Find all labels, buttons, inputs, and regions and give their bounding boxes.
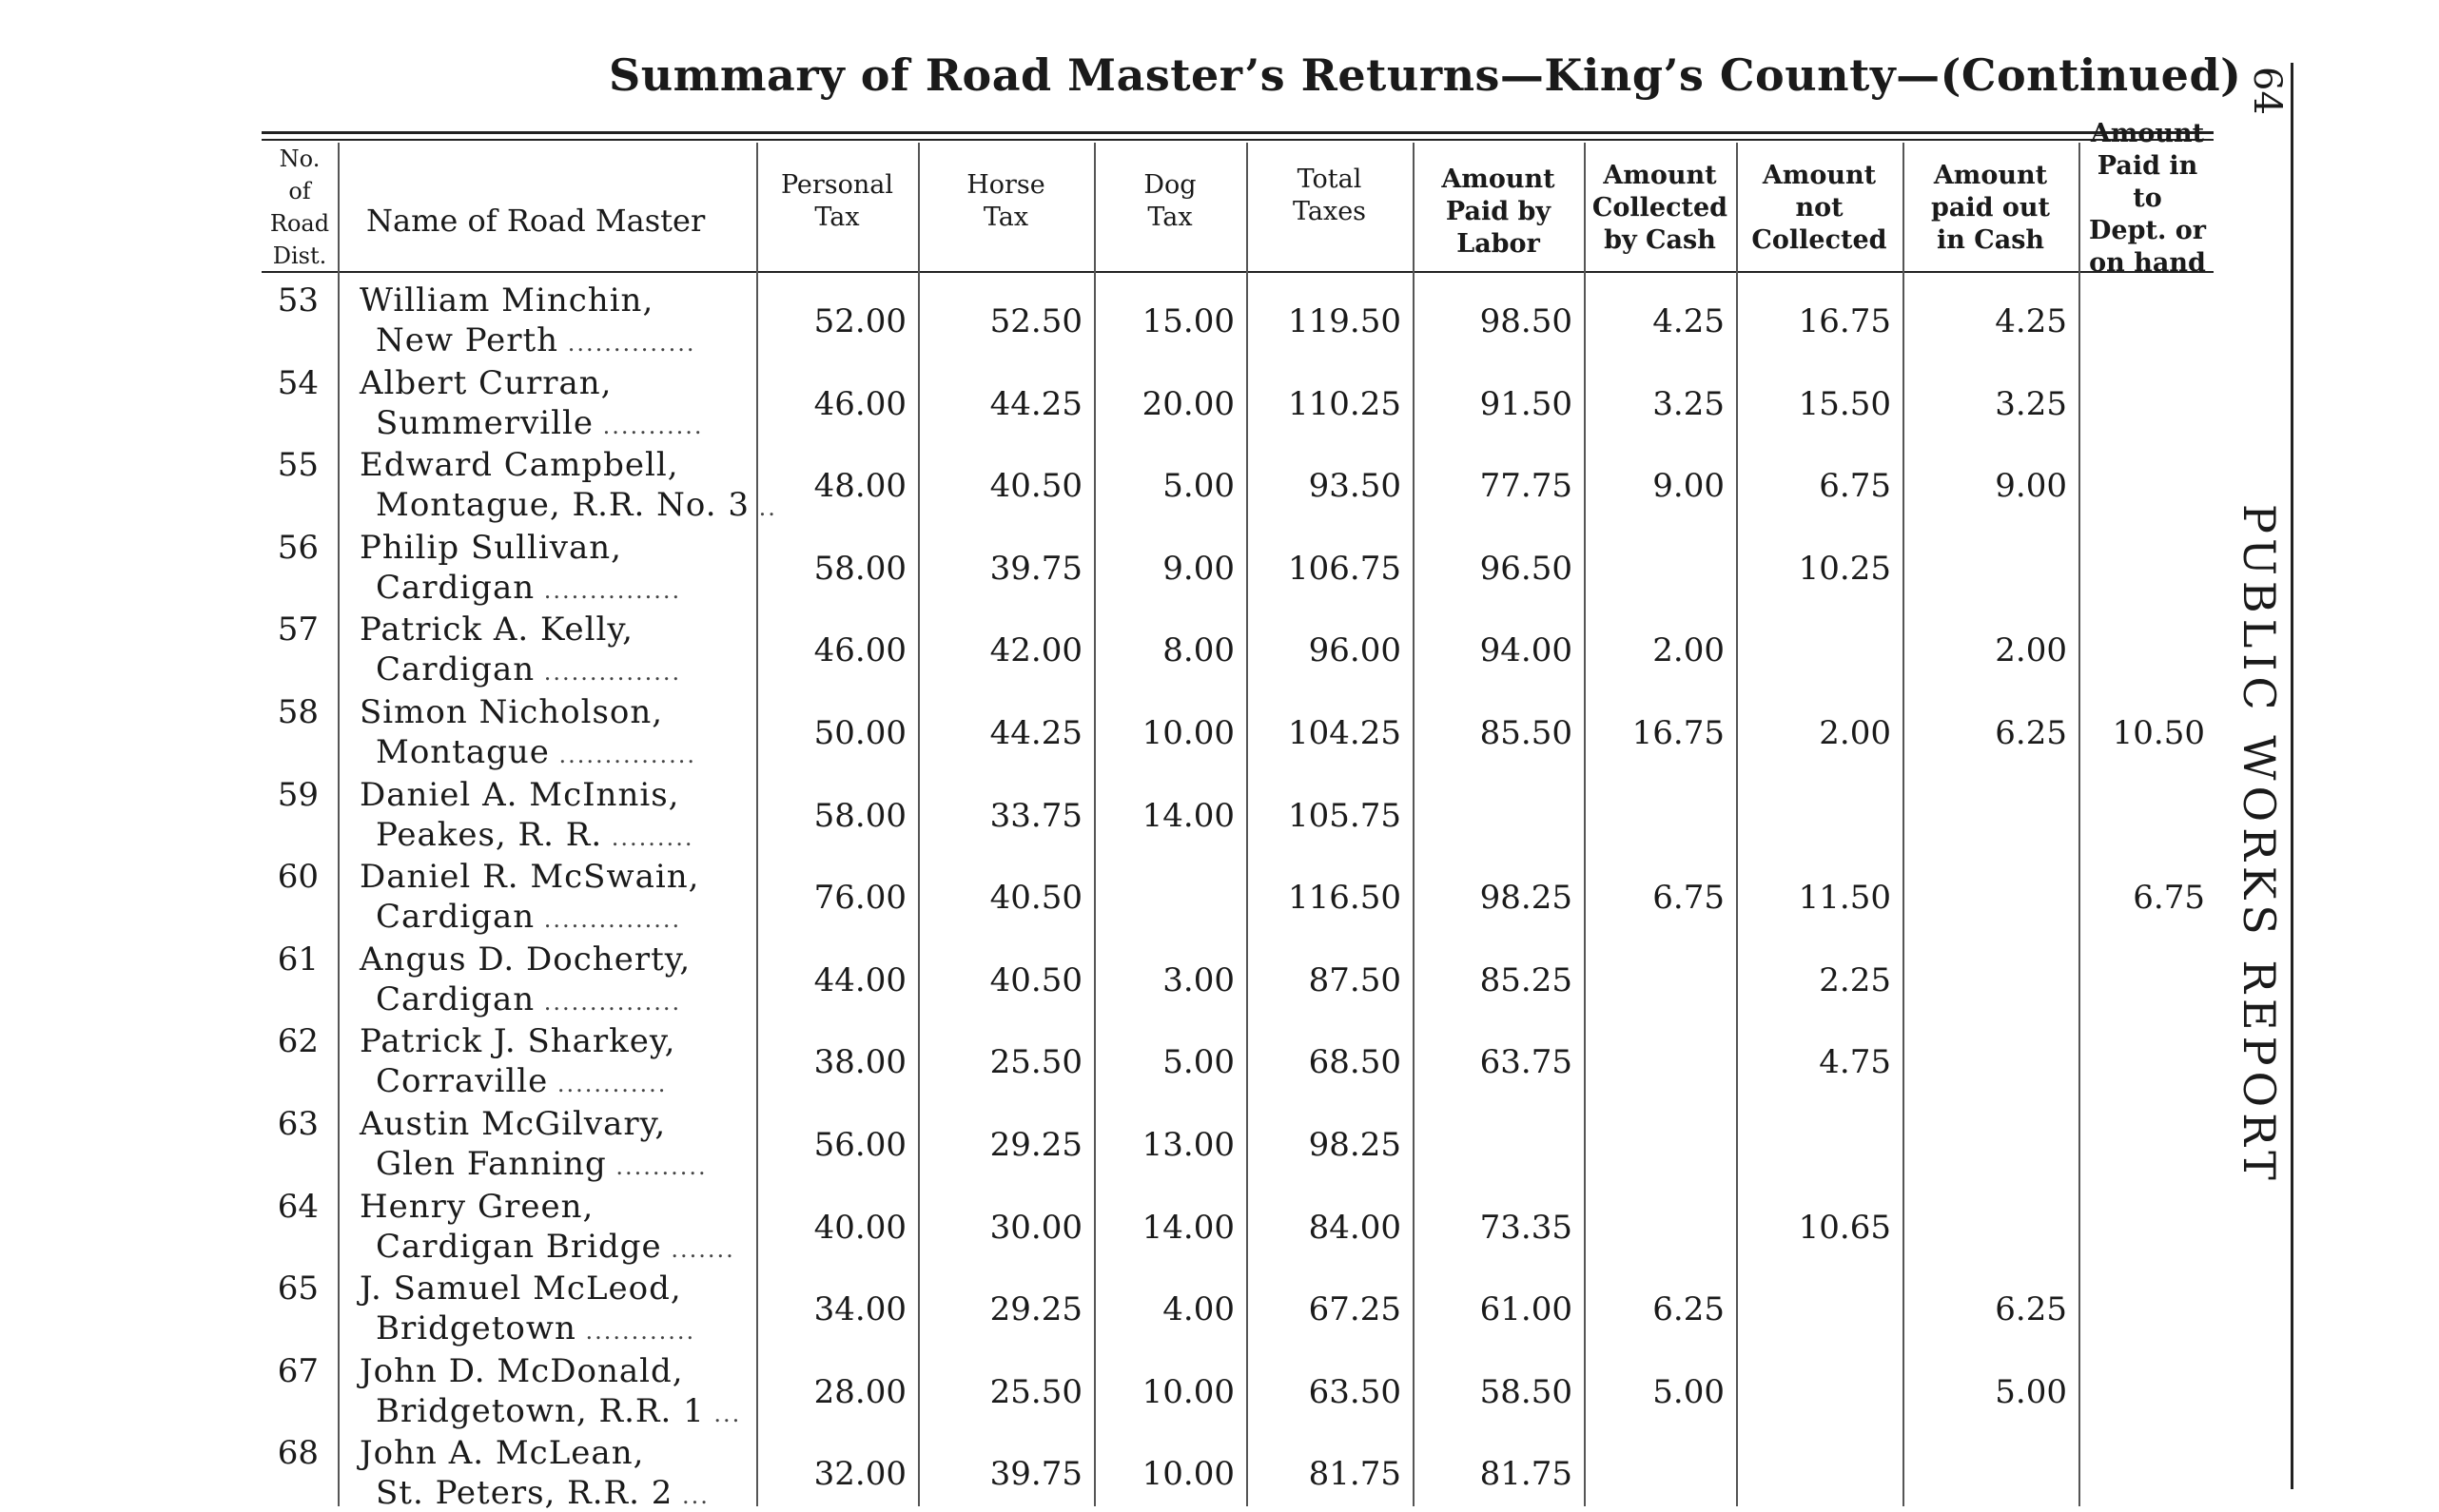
address-text: Montague, R.R. No. 3	[376, 486, 751, 525]
cell-dog: 9.00	[1162, 549, 1235, 588]
road-master-name: Angus D. Docherty,	[360, 940, 692, 979]
leader-dots: ............	[576, 1318, 696, 1346]
cell-labor: 85.25	[1479, 960, 1572, 999]
road-master-name: Patrick A. Kelly,	[360, 611, 634, 649]
cell-paidout: 3.25	[1995, 384, 2067, 423]
address-text: St. Peters, R.R. 2	[376, 1474, 673, 1512]
cell-labor: 58.50	[1479, 1372, 1572, 1411]
cell-labor: 81.75	[1479, 1455, 1572, 1494]
leader-dots: ..........	[606, 1153, 708, 1180]
cell-dog: 14.00	[1141, 1208, 1235, 1247]
address-text: Cardigan	[376, 650, 536, 689]
margin-rule	[2291, 63, 2293, 1489]
column-header-labor: Amount Paid by Labor	[1441, 165, 1555, 259]
cell-personal: 32.00	[813, 1455, 907, 1494]
road-master-name: Philip Sullivan,	[360, 528, 622, 567]
cell-cash: 2.00	[1652, 631, 1725, 670]
address-text: Bridgetown	[376, 1309, 576, 1348]
cell-paidout: 9.00	[1995, 467, 2067, 506]
road-district-number: 55	[277, 446, 319, 485]
cell-dept: 10.50	[2112, 714, 2205, 752]
cell-horse: 25.50	[989, 1372, 1083, 1411]
cell-horse: 40.50	[989, 467, 1083, 506]
cell-personal: 38.00	[813, 1043, 907, 1082]
road-district-number: 65	[277, 1270, 319, 1308]
cell-personal: 48.00	[813, 467, 907, 506]
header-rule	[262, 131, 2214, 134]
cell-dog: 4.00	[1162, 1290, 1235, 1329]
cell-labor: 77.75	[1479, 467, 1572, 506]
road-district-number: 57	[277, 611, 319, 649]
road-master-address	[376, 486, 777, 524]
road-district-number: 60	[277, 858, 319, 897]
cell-total: 106.75	[1288, 549, 1401, 588]
road-district-number: 67	[277, 1351, 319, 1390]
column-header-name: Name of Road Master	[366, 203, 706, 239]
cell-paidout: 2.00	[1995, 631, 2067, 670]
road-district-number: 54	[277, 363, 319, 402]
road-master-address	[376, 980, 681, 1018]
column-divider	[2078, 143, 2080, 1506]
cell-personal: 52.00	[813, 302, 907, 340]
address-text: Cardigan	[376, 979, 536, 1018]
page-title: Summary of Road Master’s Returns—King’s County—(Continued)	[609, 49, 2242, 101]
cell-dog: 3.00	[1162, 960, 1235, 999]
cell-notcoll: 11.50	[1798, 879, 1891, 918]
road-master-address	[376, 1474, 710, 1512]
address-text: Montague	[376, 733, 550, 771]
cell-dog: 20.00	[1141, 384, 1235, 423]
leader-dots: ...	[704, 1400, 742, 1427]
leader-dots: ..	[750, 494, 777, 522]
road-master-address	[376, 650, 681, 688]
address-text: Cardigan	[376, 568, 536, 607]
cell-dog: 10.00	[1141, 714, 1235, 752]
leader-dots: ...............	[535, 906, 682, 934]
road-district-number: 59	[277, 775, 319, 814]
cell-notcoll: 6.75	[1819, 467, 1891, 506]
road-master-address	[376, 404, 704, 442]
cell-total: 110.25	[1288, 384, 1401, 423]
road-master-address	[376, 898, 681, 936]
cell-horse: 52.50	[989, 302, 1083, 340]
leader-dots: .......	[661, 1235, 735, 1263]
road-master-address	[376, 816, 693, 854]
header-rule	[262, 139, 2214, 141]
cell-labor: 94.00	[1479, 631, 1572, 670]
cell-total: 81.75	[1308, 1455, 1401, 1494]
cell-horse: 39.75	[989, 1455, 1083, 1494]
header-bottom-rule	[262, 271, 2214, 273]
cell-labor: 61.00	[1479, 1290, 1572, 1329]
cell-cash: 5.00	[1652, 1372, 1725, 1411]
running-head: PUBLIC WORKS REPORT	[2234, 504, 2285, 1186]
cell-dept: 6.75	[2133, 879, 2205, 918]
cell-total: 96.00	[1308, 631, 1401, 670]
cell-total: 67.25	[1308, 1290, 1401, 1329]
cell-labor: 63.75	[1479, 1043, 1572, 1082]
cell-horse: 42.00	[989, 631, 1083, 670]
address-text: Cardigan	[376, 898, 536, 937]
cell-cash: 6.75	[1652, 879, 1725, 918]
column-header-paidout: Amount paid out in Cash	[1930, 161, 2051, 255]
cell-total: 104.25	[1288, 714, 1401, 752]
road-master-name: Daniel R. McSwain,	[360, 858, 700, 897]
cell-cash: 3.25	[1652, 384, 1725, 423]
leader-dots: ..............	[558, 330, 696, 357]
road-master-name: J. Samuel McLeod,	[360, 1270, 682, 1308]
cell-personal: 58.00	[813, 549, 907, 588]
column-header-dog: Dog Tax	[1143, 170, 1197, 232]
address-text: Cardigan Bridge	[376, 1227, 662, 1266]
cell-personal: 56.00	[813, 1126, 907, 1164]
cell-notcoll: 2.25	[1819, 960, 1891, 999]
column-header-dept: Amount Paid in to Dept. or on hand	[2089, 119, 2206, 278]
cell-dog: 5.00	[1162, 1043, 1235, 1082]
road-district-number: 53	[277, 281, 319, 320]
road-master-address	[376, 1392, 741, 1430]
cell-horse: 40.50	[989, 879, 1083, 918]
road-master-address	[376, 321, 696, 359]
cell-personal: 28.00	[813, 1372, 907, 1411]
cell-dog: 13.00	[1141, 1126, 1235, 1164]
cell-notcoll: 15.50	[1798, 384, 1891, 423]
cell-cash: 16.75	[1631, 714, 1725, 752]
address-text: Corraville	[376, 1062, 549, 1101]
cell-horse: 25.50	[989, 1043, 1083, 1082]
leader-dots: ...........	[594, 412, 704, 439]
cell-total: 98.25	[1308, 1126, 1401, 1164]
leader-dots: .........	[602, 824, 694, 851]
cell-dog: 10.00	[1141, 1372, 1235, 1411]
cell-dog: 14.00	[1141, 796, 1235, 835]
address-text: Glen Fanning	[376, 1145, 607, 1183]
cell-total: 63.50	[1308, 1372, 1401, 1411]
leader-dots: ............	[548, 1071, 668, 1098]
cell-paidout: 6.25	[1995, 1290, 2067, 1329]
cell-total: 119.50	[1288, 302, 1401, 340]
column-divider	[1736, 143, 1738, 1506]
cell-horse: 33.75	[989, 796, 1083, 835]
cell-dog: 10.00	[1141, 1455, 1235, 1494]
column-divider	[338, 143, 340, 1506]
cell-horse: 29.25	[989, 1290, 1083, 1329]
road-master-name: Simon Nicholson,	[360, 693, 664, 731]
cell-paidout: 6.25	[1995, 714, 2067, 752]
page-number: 64	[2245, 67, 2289, 115]
address-text: Peakes, R. R.	[376, 815, 603, 854]
road-district-number: 62	[277, 1022, 319, 1061]
leader-dots: ...............	[549, 742, 696, 768]
road-master-name: Henry Green,	[360, 1187, 595, 1226]
cell-dog: 15.00	[1141, 302, 1235, 340]
cell-total: 87.50	[1308, 960, 1401, 999]
leader-dots: ...	[673, 1483, 710, 1510]
cell-notcoll: 16.75	[1798, 302, 1891, 340]
cell-dog: 8.00	[1162, 631, 1235, 670]
cell-total: 93.50	[1308, 467, 1401, 506]
cell-notcoll: 10.65	[1798, 1208, 1891, 1247]
cell-notcoll: 4.75	[1819, 1043, 1891, 1082]
column-header-personal: Personal Tax	[780, 170, 894, 232]
cell-cash: 6.25	[1652, 1290, 1725, 1329]
road-master-address	[376, 1228, 735, 1266]
cell-personal: 76.00	[813, 879, 907, 918]
cell-labor: 98.50	[1479, 302, 1572, 340]
cell-personal: 34.00	[813, 1290, 907, 1329]
cell-total: 116.50	[1288, 879, 1401, 918]
column-header-no: No. of Road Dist.	[269, 145, 330, 269]
column-header-horse: Horse Tax	[966, 170, 1045, 232]
road-master-name: John A. McLean,	[360, 1434, 645, 1473]
road-master-address	[376, 569, 681, 607]
cell-horse: 44.25	[989, 714, 1083, 752]
road-master-address	[376, 1145, 708, 1183]
road-master-name: Austin McGilvary,	[360, 1105, 667, 1143]
cell-horse: 44.25	[989, 384, 1083, 423]
address-text: Summerville	[376, 403, 594, 442]
cell-horse: 40.50	[989, 960, 1083, 999]
cell-paidout: 4.25	[1995, 302, 2067, 340]
cell-paidout: 5.00	[1995, 1372, 2067, 1411]
address-text: Bridgetown, R.R. 1	[376, 1391, 705, 1430]
road-district-number: 63	[277, 1105, 319, 1143]
road-master-name: Patrick J. Sharkey,	[360, 1022, 676, 1061]
cell-labor: 98.25	[1479, 879, 1572, 918]
cell-horse: 39.75	[989, 549, 1083, 588]
road-master-name: John D. McDonald,	[360, 1351, 684, 1390]
cell-dog: 5.00	[1162, 467, 1235, 506]
road-master-address	[376, 1309, 695, 1347]
cell-cash: 9.00	[1652, 467, 1725, 506]
leader-dots: ...............	[535, 659, 682, 687]
road-master-name: Daniel A. McInnis,	[360, 775, 680, 814]
leader-dots: ...............	[535, 988, 682, 1016]
road-district-number: 56	[277, 528, 319, 567]
road-master-name: William Minchin,	[360, 281, 654, 320]
road-district-number: 68	[277, 1434, 319, 1473]
cell-personal: 50.00	[813, 714, 907, 752]
column-header-notcoll: Amount not Collected	[1751, 161, 1887, 255]
column-header-total: Total Taxes	[1292, 165, 1367, 226]
road-district-number: 58	[277, 693, 319, 731]
cell-total: 84.00	[1308, 1208, 1401, 1247]
cell-horse: 30.00	[989, 1208, 1083, 1247]
cell-personal: 46.00	[813, 631, 907, 670]
cell-total: 105.75	[1288, 796, 1401, 835]
cell-personal: 46.00	[813, 384, 907, 423]
cell-cash: 4.25	[1652, 302, 1725, 340]
road-master-name: Edward Campbell,	[360, 446, 679, 485]
cell-horse: 29.25	[989, 1126, 1083, 1164]
road-district-number: 64	[277, 1187, 319, 1226]
column-header-cash: Amount Collected by Cash	[1591, 161, 1728, 255]
cell-notcoll: 10.25	[1798, 549, 1891, 588]
cell-notcoll: 2.00	[1819, 714, 1891, 752]
cell-labor: 73.35	[1479, 1208, 1572, 1247]
address-text: New Perth	[376, 321, 559, 359]
leader-dots: ...............	[535, 576, 682, 604]
road-master-name: Albert Curran,	[360, 363, 613, 402]
cell-total: 68.50	[1308, 1043, 1401, 1082]
cell-personal: 44.00	[813, 960, 907, 999]
cell-labor: 96.50	[1479, 549, 1572, 588]
cell-labor: 85.50	[1479, 714, 1572, 752]
cell-personal: 40.00	[813, 1208, 907, 1247]
road-district-number: 61	[277, 940, 319, 979]
cell-personal: 58.00	[813, 796, 907, 835]
cell-labor: 91.50	[1479, 384, 1572, 423]
road-master-address	[376, 733, 696, 771]
road-master-address	[376, 1062, 667, 1100]
